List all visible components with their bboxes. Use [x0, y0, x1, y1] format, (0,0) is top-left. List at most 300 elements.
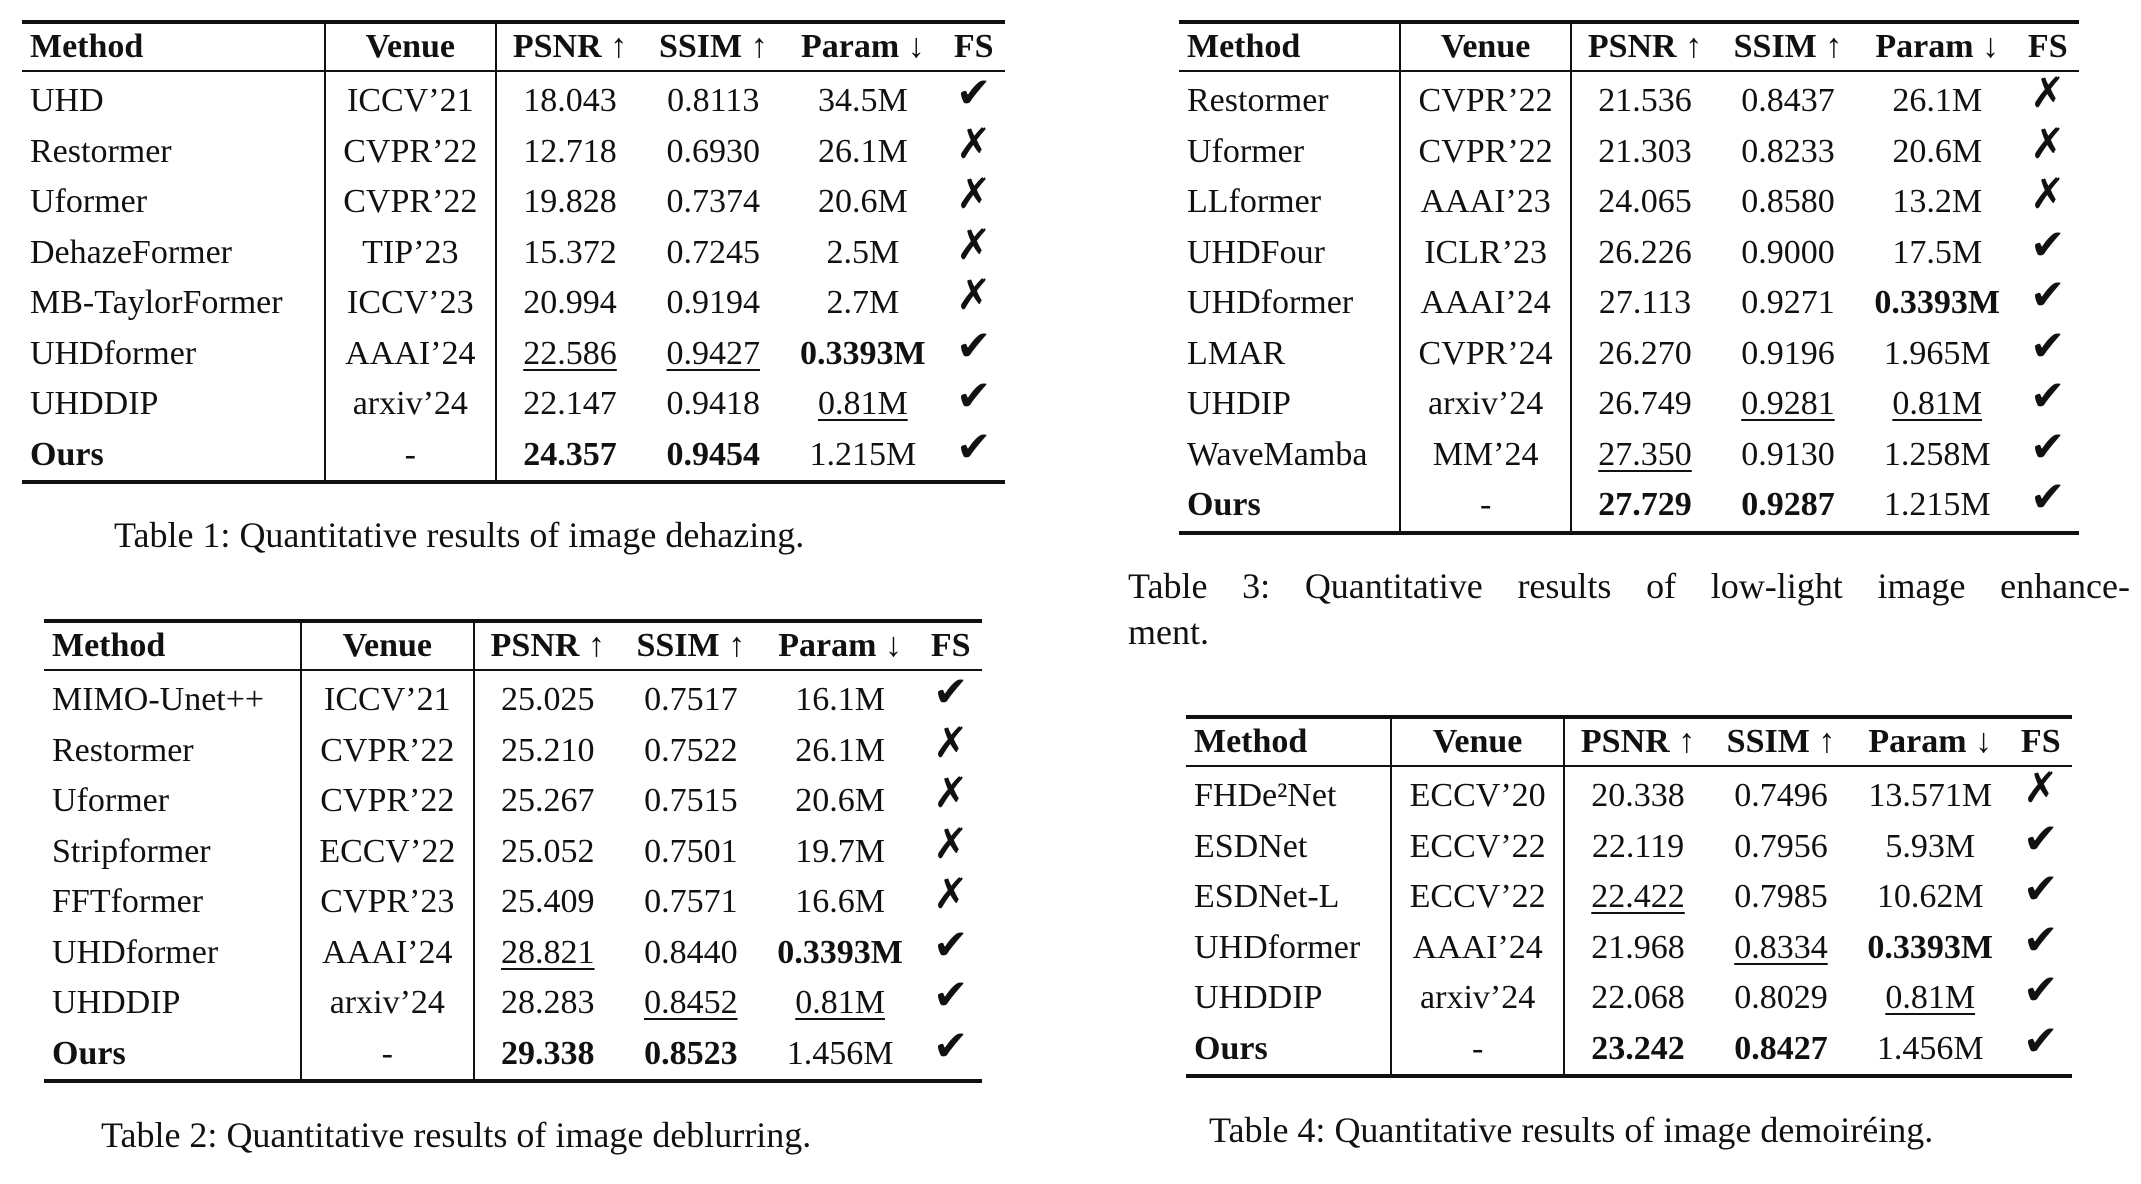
ssim-cell: 0.9194: [666, 284, 761, 322]
fs-cell: [920, 922, 983, 979]
venue-cell: CVPR’22: [1400, 71, 1571, 127]
method-header: Method: [44, 621, 301, 670]
ssim-header: SSIM ↑: [621, 621, 761, 670]
method-cell: Ours: [1186, 1024, 1391, 1077]
psnr-header: PSNR ↑: [1571, 22, 1718, 71]
venue-cell: CVPR’22: [325, 177, 496, 228]
venue-cell: TIP’23: [325, 228, 496, 279]
venue-cell: -: [1400, 480, 1571, 533]
fs-cell: [2017, 374, 2079, 430]
venue-cell: CVPR’22: [1400, 127, 1571, 178]
method-cell: MIMO-Unet++: [44, 670, 301, 726]
check-mark-icon: ✔: [2023, 917, 2059, 964]
table-row: [44, 776, 982, 827]
table-header-row: [22, 22, 1005, 71]
table-row: [44, 978, 982, 1029]
fs-cell: [920, 872, 983, 928]
table-row: [1179, 329, 2079, 380]
ssim-cell: 0.7517: [644, 681, 738, 719]
cross-mark-icon: ✗: [933, 771, 969, 818]
venue-cell: AAAI’24: [301, 928, 474, 979]
method-cell: Uformer: [1179, 127, 1400, 178]
venue-cell: arxiv’24: [1391, 973, 1564, 1024]
param-value: 0.81M: [817, 385, 908, 423]
venue-cell: ECCV’20: [1391, 766, 1564, 822]
table-row: [44, 827, 982, 878]
method-cell: WaveMamba: [1179, 430, 1400, 481]
table-row: [44, 670, 982, 726]
cross-mark-icon: ✗: [2030, 71, 2066, 118]
fs-cell: [2010, 867, 2072, 923]
param-cell: 1.258M: [1883, 435, 1991, 473]
check-mark-icon: ✔: [956, 323, 992, 370]
method-header: Method: [1186, 717, 1391, 766]
table-row: [1186, 1024, 2072, 1077]
check-mark-icon: ✔: [2023, 816, 2059, 863]
psnr-cell: 26.749: [1598, 385, 1692, 423]
cross-mark-icon: ✗: [956, 273, 992, 320]
table-2-deblurring: [44, 619, 982, 1083]
param-cell: 1.456M: [1851, 1024, 2010, 1077]
caption-text: Quantitative results of image demoiréing.: [1334, 1110, 1934, 1150]
caption-text: Quantitative results of image dehazing.: [239, 515, 805, 555]
check-mark-icon: ✔: [2030, 374, 2066, 421]
ssim-header: SSIM ↑: [1711, 717, 1851, 766]
check-mark-icon: ✔: [933, 922, 969, 969]
table-row: [44, 1029, 982, 1082]
table-row: [22, 228, 1005, 279]
method-cell: Uformer: [44, 776, 301, 827]
ssim-cell: 0.9287: [1718, 480, 1858, 533]
method-cell: MB-TaylorFormer: [22, 278, 325, 329]
method-cell: Ours: [44, 1029, 301, 1082]
cross-mark-icon: ✗: [956, 172, 992, 219]
fs-cell: [942, 424, 1005, 483]
table-header-row: [1186, 717, 2072, 766]
method-header: Method: [1179, 22, 1400, 71]
venue-header: Venue: [1391, 717, 1564, 766]
table-row: [1186, 923, 2072, 974]
psnr-value: 22.422: [1591, 878, 1685, 916]
table-row: [22, 71, 1005, 127]
table-row: [22, 430, 1005, 483]
param-cell: 0.3393M: [777, 933, 903, 971]
ssim-value: 0.9281: [1741, 385, 1835, 423]
ssim-cell: 0.7956: [1734, 827, 1828, 865]
fs-cell: [2017, 323, 2079, 380]
psnr-cell: 25.409: [501, 883, 595, 921]
ssim-cell: 0.8437: [1741, 82, 1835, 120]
cross-mark-icon: ✗: [956, 121, 992, 168]
method-cell: FHDe²Net: [1186, 766, 1391, 822]
psnr-cell: 24.065: [1598, 183, 1692, 221]
table-row: [1179, 177, 2079, 228]
psnr-cell: [1564, 872, 1711, 923]
param-header: Param ↓: [761, 621, 920, 670]
table-row: [1186, 973, 2072, 1024]
ssim-cell: 0.8029: [1734, 979, 1828, 1017]
psnr-cell: 24.357: [496, 430, 644, 483]
method-cell: Ours: [1179, 480, 1400, 533]
method-header: Method: [22, 22, 325, 71]
psnr-cell: 22.147: [523, 385, 617, 423]
psnr-header: PSNR ↑: [1564, 717, 1711, 766]
venue-cell: -: [325, 430, 496, 483]
psnr-cell: 21.536: [1598, 82, 1692, 120]
method-cell: Stripformer: [44, 827, 301, 878]
venue-header: Venue: [1400, 22, 1571, 71]
check-mark-icon: ✔: [956, 374, 992, 421]
fs-cell: [920, 720, 983, 777]
ssim-cell: 0.9196: [1741, 334, 1835, 372]
psnr-cell: 25.210: [501, 731, 595, 769]
ssim-cell: [643, 329, 783, 380]
venue-header: Venue: [325, 22, 496, 71]
param-cell: 1.215M: [1858, 480, 2017, 533]
cross-mark-icon: ✗: [2030, 172, 2066, 219]
table-row: [44, 877, 982, 928]
venue-cell: arxiv’24: [301, 978, 474, 1029]
fs-cell: [920, 1023, 983, 1082]
table-row: [1186, 766, 2072, 822]
ssim-cell: 0.6930: [666, 132, 761, 170]
psnr-cell: 20.994: [523, 284, 617, 322]
table-row: [1186, 872, 2072, 923]
param-cell: [761, 978, 920, 1029]
fs-cell: [942, 374, 1005, 430]
param-cell: 1.965M: [1883, 334, 1991, 372]
caption-line-2: ment.: [1128, 612, 1209, 652]
fs-cell: [2017, 172, 2079, 228]
table-header-row: [44, 621, 982, 670]
psnr-cell: 15.372: [523, 233, 617, 271]
param-header: Param ↓: [1851, 717, 2010, 766]
check-mark-icon: ✔: [956, 424, 992, 471]
table-row: [22, 127, 1005, 178]
check-mark-icon: ✔: [2030, 273, 2066, 320]
method-cell: UHDformer: [44, 928, 301, 979]
param-cell: 20.6M: [795, 782, 885, 820]
param-header: Param ↓: [783, 22, 942, 71]
fs-cell: [942, 323, 1005, 380]
ssim-cell: 0.7522: [644, 731, 738, 769]
param-value: 0.81M: [1885, 979, 1976, 1017]
venue-cell: MM’24: [1400, 430, 1571, 481]
param-cell: 2.7M: [826, 284, 900, 322]
table-row: [22, 329, 1005, 380]
ssim-cell: 0.7496: [1734, 777, 1828, 815]
ssim-cell: 0.7571: [644, 883, 738, 921]
table-row: [44, 726, 982, 777]
fs-cell: [942, 222, 1005, 279]
ssim-cell: 0.8233: [1741, 132, 1835, 170]
check-mark-icon: ✔: [933, 1023, 969, 1070]
table-row: [22, 177, 1005, 228]
fs-cell: [2010, 917, 2072, 974]
param-cell: 20.6M: [1892, 132, 1983, 170]
psnr-cell: 25.052: [501, 832, 595, 870]
ssim-cell: [1711, 923, 1851, 974]
table-4-caption: [1209, 1107, 1933, 1153]
param-cell: 26.1M: [1892, 82, 1983, 120]
method-cell: UHDDIP: [22, 379, 325, 430]
param-cell: [783, 379, 942, 430]
method-cell: UHDIP: [1179, 379, 1400, 430]
param-cell: [1858, 379, 2017, 430]
ssim-cell: [1718, 379, 1858, 430]
cross-mark-icon: ✗: [2023, 766, 2059, 813]
table-row: [1179, 379, 2079, 430]
caption-line-1: [1128, 563, 2130, 609]
param-cell: 0.3393M: [800, 334, 926, 372]
fs-cell: [942, 273, 1005, 329]
psnr-cell: [474, 928, 621, 979]
method-cell: UHDDIP: [44, 978, 301, 1029]
ssim-header: SSIM ↑: [1718, 22, 1858, 71]
psnr-cell: 27.729: [1571, 480, 1718, 533]
param-cell: 26.1M: [795, 731, 885, 769]
table-row: [1179, 71, 2079, 127]
psnr-cell: 22.119: [1591, 827, 1685, 865]
ssim-value: 0.8334: [1734, 928, 1828, 966]
fs-cell: [942, 121, 1005, 178]
venue-cell: ICCV’23: [325, 278, 496, 329]
check-mark-icon: ✔: [933, 973, 969, 1020]
ssim-cell: 0.9271: [1741, 284, 1835, 322]
table-row: [1179, 480, 2079, 533]
method-cell: LLformer: [1179, 177, 1400, 228]
fs-header: FS: [2010, 717, 2072, 766]
param-cell: [1851, 973, 2010, 1024]
ssim-value: 0.9427: [666, 334, 761, 372]
method-cell: ESDNet-L: [1186, 872, 1391, 923]
psnr-header: PSNR ↑: [496, 22, 644, 71]
cross-mark-icon: ✗: [933, 821, 969, 868]
table-row: [22, 278, 1005, 329]
psnr-cell: 23.242: [1564, 1024, 1711, 1077]
venue-cell: -: [1391, 1024, 1564, 1077]
psnr-cell: 22.068: [1591, 979, 1685, 1017]
venue-cell: CVPR’22: [301, 776, 474, 827]
ssim-header: SSIM ↑: [643, 22, 783, 71]
table-row: [1179, 430, 2079, 481]
check-mark-icon: ✔: [2023, 1018, 2059, 1065]
check-mark-icon: ✔: [2030, 424, 2066, 471]
fs-cell: [920, 821, 983, 878]
fs-cell: [2017, 222, 2079, 279]
param-cell: 13.571M: [1868, 777, 1993, 815]
fs-header: FS: [2017, 22, 2079, 71]
ssim-cell: 0.9418: [666, 385, 761, 423]
psnr-cell: 25.267: [501, 782, 595, 820]
table-row: [44, 928, 982, 979]
venue-cell: AAAI’24: [1400, 278, 1571, 329]
psnr-cell: 12.718: [523, 132, 617, 170]
ssim-cell: 0.7515: [644, 782, 738, 820]
ssim-cell: 0.7374: [666, 183, 761, 221]
psnr-cell: 25.025: [501, 681, 595, 719]
table-3-low-light: [1179, 20, 2079, 535]
ssim-cell: 0.9454: [643, 430, 783, 483]
param-cell: 13.2M: [1892, 183, 1983, 221]
fs-header: FS: [942, 22, 1005, 71]
ssim-cell: 0.9130: [1741, 435, 1835, 473]
psnr-cell: 19.828: [523, 183, 617, 221]
table-row: [1179, 228, 2079, 279]
param-cell: 34.5M: [817, 82, 908, 120]
fs-cell: [2010, 766, 2072, 822]
table-row: [1179, 127, 2079, 178]
fs-cell: [2010, 816, 2072, 873]
fs-cell: [942, 172, 1005, 228]
fs-cell: [2017, 273, 2079, 329]
param-value: 0.81M: [1892, 385, 1983, 423]
param-cell: 0.3393M: [1867, 928, 1993, 966]
cross-mark-icon: ✗: [933, 720, 969, 767]
method-cell: Uformer: [22, 177, 325, 228]
venue-cell: CVPR’22: [301, 726, 474, 777]
cross-mark-icon: ✗: [933, 872, 969, 919]
method-cell: UHDDIP: [1186, 973, 1391, 1024]
ssim-cell: 0.7985: [1734, 878, 1828, 916]
fs-cell: [2010, 1018, 2072, 1077]
method-cell: UHDformer: [22, 329, 325, 380]
method-cell: UHDformer: [1186, 923, 1391, 974]
param-cell: 1.456M: [761, 1029, 920, 1082]
psnr-cell: 27.113: [1598, 284, 1692, 322]
table-row: [22, 379, 1005, 430]
venue-cell: CVPR’24: [1400, 329, 1571, 380]
psnr-cell: 28.283: [501, 984, 595, 1022]
ssim-cell: 0.8440: [644, 933, 738, 971]
psnr-value: 22.586: [523, 334, 617, 372]
ssim-cell: 0.7245: [666, 233, 761, 271]
param-value: 0.81M: [795, 984, 885, 1022]
fs-cell: [920, 771, 983, 827]
caption-label: Table 4:: [1209, 1110, 1326, 1150]
table-row: [1179, 278, 2079, 329]
check-mark-icon: ✔: [2023, 968, 2059, 1015]
psnr-cell: 21.303: [1598, 132, 1692, 170]
method-cell: UHDformer: [1179, 278, 1400, 329]
table-4-demoireing: [1186, 715, 2072, 1078]
method-cell: UHDFour: [1179, 228, 1400, 279]
check-mark-icon: ✔: [2030, 222, 2066, 269]
venue-cell: arxiv’24: [1400, 379, 1571, 430]
param-cell: 26.1M: [817, 132, 908, 170]
fs-cell: [920, 670, 983, 726]
venue-cell: AAAI’24: [325, 329, 496, 380]
psnr-cell: 29.338: [474, 1029, 621, 1082]
psnr-cell: 26.226: [1598, 233, 1692, 271]
psnr-cell: [1571, 430, 1718, 481]
table-row: [1186, 822, 2072, 873]
venue-cell: ICCV’21: [325, 71, 496, 127]
psnr-cell: 21.968: [1591, 928, 1685, 966]
ssim-value: 0.8452: [644, 984, 738, 1022]
table-2-caption: [101, 1112, 811, 1158]
param-cell: 19.7M: [795, 832, 885, 870]
venue-cell: arxiv’24: [325, 379, 496, 430]
ssim-cell: 0.9000: [1741, 233, 1835, 271]
check-mark-icon: ✔: [2030, 475, 2066, 522]
venue-cell: ICCV’21: [301, 670, 474, 726]
ssim-cell: 0.8523: [621, 1029, 761, 1082]
caption-label: Table 1:: [114, 515, 231, 555]
psnr-cell: [496, 329, 644, 380]
venue-cell: ECCV’22: [1391, 872, 1564, 923]
psnr-cell: 20.338: [1591, 777, 1685, 815]
method-cell: Restormer: [44, 726, 301, 777]
method-cell: Ours: [22, 430, 325, 483]
venue-header: Venue: [301, 621, 474, 670]
param-cell: 20.6M: [817, 183, 908, 221]
fs-cell: [2017, 475, 2079, 533]
method-cell: Restormer: [1179, 71, 1400, 127]
caption-text: Quantitative results of image deblurring.: [226, 1115, 812, 1155]
venue-cell: AAAI’24: [1391, 923, 1564, 974]
psnr-value: 28.821: [501, 933, 595, 971]
param-cell: 2.5M: [826, 233, 900, 271]
table-1-dehazing: [22, 20, 1005, 484]
fs-cell: [942, 71, 1005, 127]
param-cell: 5.93M: [1885, 827, 1976, 865]
table-header-row: [1179, 22, 2079, 71]
caption-text: Quantitative results of low-light image enhance-: [1304, 566, 2131, 606]
param-cell: 0.3393M: [1874, 284, 2000, 322]
check-mark-icon: ✔: [956, 71, 992, 118]
method-cell: UHD: [22, 71, 325, 127]
fs-cell: [2017, 71, 2079, 127]
venue-cell: CVPR’23: [301, 877, 474, 928]
param-cell: 17.5M: [1892, 233, 1983, 271]
fs-cell: [2017, 424, 2079, 481]
param-cell: 1.215M: [783, 430, 942, 483]
venue-cell: -: [301, 1029, 474, 1082]
venue-cell: AAAI’23: [1400, 177, 1571, 228]
fs-cell: [2010, 968, 2072, 1024]
psnr-value: 27.350: [1598, 435, 1692, 473]
method-cell: ESDNet: [1186, 822, 1391, 873]
fs-cell: [920, 973, 983, 1029]
param-cell: 16.1M: [795, 681, 885, 719]
venue-cell: ICLR’23: [1400, 228, 1571, 279]
ssim-cell: 0.8580: [1741, 183, 1835, 221]
venue-cell: ECCV’22: [1391, 822, 1564, 873]
fs-header: FS: [920, 621, 983, 670]
table-3-caption: [1128, 563, 2130, 655]
method-cell: FFTformer: [44, 877, 301, 928]
check-mark-icon: ✔: [2030, 323, 2066, 370]
ssim-cell: 0.7501: [644, 832, 738, 870]
table-1-caption: [114, 512, 804, 558]
method-cell: LMAR: [1179, 329, 1400, 380]
check-mark-icon: ✔: [933, 670, 969, 717]
method-cell: DehazeFormer: [22, 228, 325, 279]
param-cell: 16.6M: [795, 883, 885, 921]
venue-cell: CVPR’22: [325, 127, 496, 178]
cross-mark-icon: ✗: [956, 222, 992, 269]
psnr-cell: 18.043: [523, 82, 617, 120]
check-mark-icon: ✔: [2023, 867, 2059, 914]
method-cell: Restormer: [22, 127, 325, 178]
fs-cell: [2017, 121, 2079, 178]
caption-label: Table 2:: [101, 1115, 218, 1155]
ssim-cell: 0.8113: [667, 82, 760, 120]
psnr-cell: 26.270: [1598, 334, 1692, 372]
param-cell: 10.62M: [1876, 878, 1984, 916]
ssim-cell: [621, 978, 761, 1029]
